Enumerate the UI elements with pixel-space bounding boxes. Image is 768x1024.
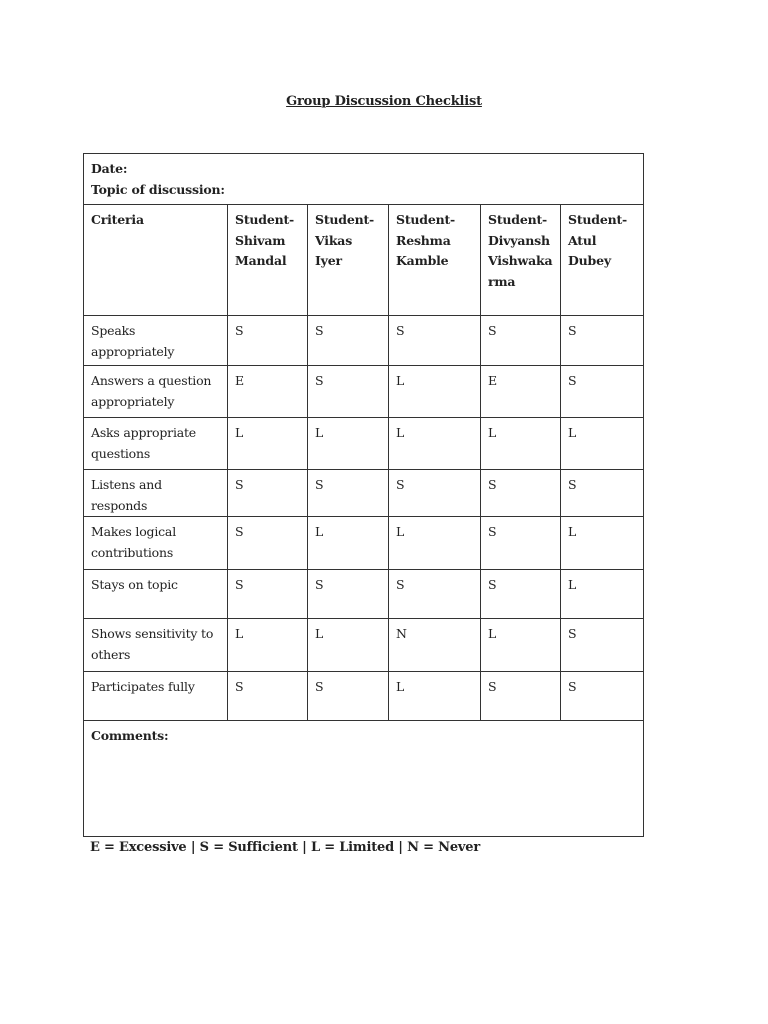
table-row <box>84 570 644 619</box>
rating-cell: E <box>228 366 308 418</box>
student-header-line: Vishwaka <box>488 253 553 268</box>
criterion-cell: Participates fully <box>84 672 228 721</box>
table-row <box>84 418 644 470</box>
rating-cell: S <box>481 570 561 619</box>
rating-cell: L <box>228 418 308 470</box>
criterion-cell: Listens and responds <box>84 470 228 517</box>
rating-cell: S <box>481 517 561 570</box>
table-row <box>84 672 644 721</box>
rating-cell: L <box>481 619 561 672</box>
student-header <box>308 205 389 316</box>
rating-cell: S <box>228 672 308 721</box>
table-row <box>84 517 644 570</box>
student-header-line: Dubey <box>568 253 611 268</box>
student-header-line: Student- <box>396 212 456 227</box>
student-header-line: Student- <box>235 212 295 227</box>
rating-cell: S <box>561 470 644 517</box>
student-header <box>561 205 644 316</box>
rating-cell: S <box>308 672 389 721</box>
rating-cell: S <box>481 672 561 721</box>
student-header-line: rma <box>488 273 516 289</box>
rating-cell: L <box>389 366 481 418</box>
rating-cell: S <box>389 470 481 517</box>
student-header-line: Reshma <box>396 232 451 248</box>
rating-cell: L <box>389 517 481 570</box>
rating-cell: S <box>308 366 389 418</box>
table-row <box>84 316 644 366</box>
rating-cell: S <box>228 470 308 517</box>
student-header-line: Divyansh <box>488 232 550 248</box>
student-header-line: Student- <box>568 212 628 227</box>
rating-cell: L <box>308 517 389 570</box>
rating-legend: E = Excessive | S = Sufficient | L = Limited | N = Never <box>90 840 480 855</box>
rating-cell: L <box>308 418 389 470</box>
student-header <box>481 205 561 316</box>
criterion-cell: Shows sensitivity to others <box>84 619 228 672</box>
rating-cell: S <box>308 570 389 619</box>
topic-label: Topic of discussion: <box>91 181 225 197</box>
rating-cell: S <box>308 470 389 517</box>
student-header-line: Student- <box>488 212 548 227</box>
rating-cell: E <box>481 366 561 418</box>
rating-cell: S <box>561 316 644 366</box>
comments-row <box>84 721 644 837</box>
rating-cell: L <box>389 672 481 721</box>
rating-cell: S <box>389 570 481 619</box>
student-header-line: Mandal <box>235 253 287 268</box>
student-header-line: Kamble <box>396 253 449 268</box>
rating-cell: L <box>561 418 644 470</box>
rating-cell: L <box>561 517 644 570</box>
student-header-line: Shivam <box>235 232 286 248</box>
date-topic-cell <box>84 154 644 205</box>
rating-cell: S <box>481 470 561 517</box>
rating-cell: L <box>228 619 308 672</box>
student-header-line: Student- <box>315 212 375 227</box>
criteria-header: Criteria <box>84 205 228 316</box>
rating-cell: N <box>389 619 481 672</box>
student-header <box>389 205 481 316</box>
rating-cell: S <box>561 672 644 721</box>
table-row <box>84 470 644 517</box>
criterion-cell: Makes logical contributions <box>84 517 228 570</box>
rating-cell: S <box>308 316 389 366</box>
rating-cell: S <box>389 316 481 366</box>
student-header-line: Atul <box>568 232 597 248</box>
rating-cell: S <box>481 316 561 366</box>
rating-cell: S <box>561 619 644 672</box>
rating-cell: L <box>481 418 561 470</box>
table-row <box>84 366 644 418</box>
rating-cell: S <box>228 316 308 366</box>
document-title: Group Discussion Checklist <box>286 94 482 109</box>
criterion-cell: Stays on topic <box>84 570 228 619</box>
rating-cell: L <box>389 418 481 470</box>
rating-cell: L <box>561 570 644 619</box>
rating-cell: S <box>228 517 308 570</box>
table-row <box>84 619 644 672</box>
rating-cell: S <box>561 366 644 418</box>
criterion-cell: Answers a question appropriately <box>84 366 228 418</box>
rating-cell: L <box>308 619 389 672</box>
comments-label: Comments: <box>84 721 644 837</box>
student-header-line: Vikas <box>315 232 353 248</box>
criterion-cell: Asks appropriate questions <box>84 418 228 470</box>
header-row <box>84 205 644 316</box>
student-header <box>228 205 308 316</box>
checklist-table <box>83 153 644 837</box>
criterion-cell: Speaks appropriately <box>84 316 228 366</box>
date-label: Date: <box>91 161 128 176</box>
rating-cell: S <box>228 570 308 619</box>
date-topic-row <box>84 154 644 205</box>
student-header-line: Iyer <box>315 253 342 268</box>
